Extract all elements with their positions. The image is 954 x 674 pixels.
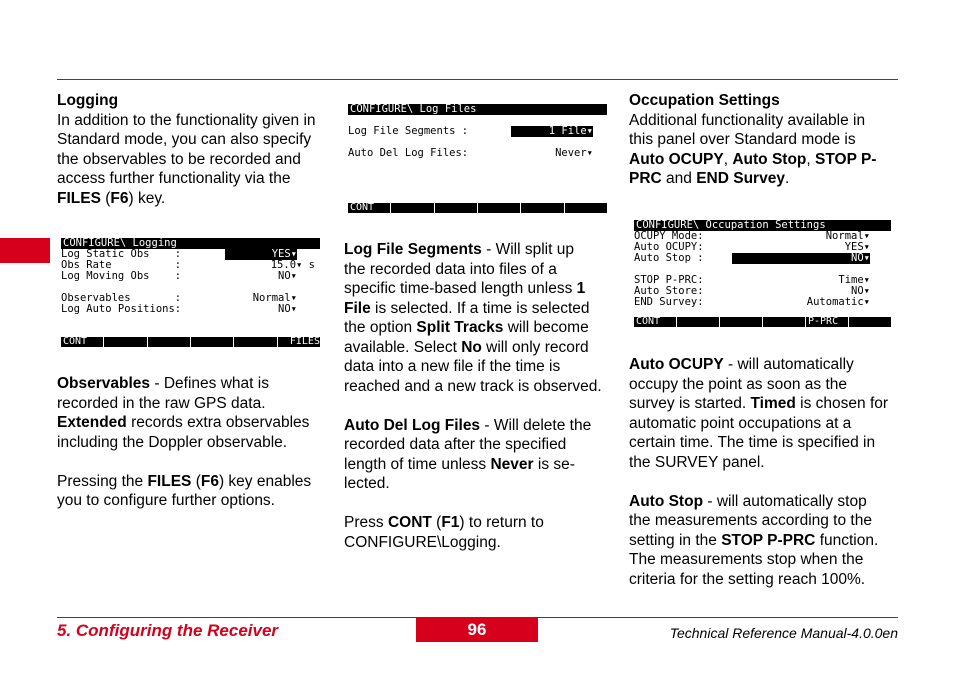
screen-row-label: Log File Segments : xyxy=(348,125,469,137)
f4-key[interactable] xyxy=(478,203,521,213)
intro-line: access further functionality via the xyxy=(57,170,291,187)
ao-line3: survey is started. Timed is chosen for xyxy=(629,395,889,412)
ao-line4: automatic point occupations at a xyxy=(629,414,852,432)
f6-key[interactable] xyxy=(565,203,607,213)
f3-key[interactable] xyxy=(435,203,478,213)
lfs-line4: File is selected. If a time is selected xyxy=(344,299,590,317)
observables-line2: recorded in the raw GPS data. xyxy=(57,394,266,412)
screen-row-value[interactable]: Time▾ xyxy=(838,274,870,286)
f2-key[interactable] xyxy=(677,317,720,327)
screen-row-label: Auto Stop : xyxy=(634,252,704,264)
top-rule xyxy=(57,79,898,80)
f6-key[interactable] xyxy=(849,317,891,327)
page-number: 96 xyxy=(416,618,538,642)
as-line1: Auto Stop - will automatically stop xyxy=(629,492,867,510)
screen-row-value[interactable]: NO▾ xyxy=(278,303,297,315)
ao-line6: the SURVEY panel. xyxy=(629,453,765,471)
right-column xyxy=(629,91,899,189)
screen-row-value[interactable]: Automatic▾ xyxy=(806,296,870,308)
intro-line-keys: FILES (F6) key. xyxy=(57,189,166,207)
lfs-line6: available. Select No will only record xyxy=(344,338,589,356)
files-key[interactable]: FILES xyxy=(289,337,320,347)
screen-row-label: Auto OCUPY: xyxy=(634,241,704,253)
f2-key[interactable] xyxy=(391,203,434,213)
f4-key[interactable] xyxy=(763,317,806,327)
cont-key[interactable]: CONT xyxy=(634,317,677,327)
screen-row-value[interactable]: Never▾ xyxy=(555,147,593,159)
ao-line2: occupy the point as soon as the xyxy=(629,375,848,393)
screen-row-label: Log Moving Obs : xyxy=(61,270,182,282)
screen-row-label: END Survey: xyxy=(634,296,704,308)
f4-key[interactable] xyxy=(191,337,234,347)
screen-row-value[interactable]: NO▾ xyxy=(732,253,870,264)
f3-key[interactable] xyxy=(720,317,763,327)
chapter-title: 5. Configuring the Receiver xyxy=(57,621,279,640)
adl-line1: Auto Del Log Files - Will delete the xyxy=(344,416,592,434)
screen-row-label: Obs Rate : xyxy=(61,259,182,271)
logging-screen xyxy=(61,238,320,350)
screen-row-value[interactable]: NO▾ xyxy=(851,285,870,297)
screen-row-value[interactable]: NO▾ xyxy=(278,270,297,282)
screen-row-label: Auto Store: xyxy=(634,285,704,297)
lfs-line8: reached and a new track is observed. xyxy=(344,377,602,395)
left-column xyxy=(57,91,327,208)
screen-row-value[interactable]: Normal▾ xyxy=(825,230,870,242)
screen-row-value[interactable]: 1 File▾ xyxy=(511,126,593,137)
screen-row-label: Log Auto Positions: xyxy=(61,303,182,315)
lfs-line1: Log File Segments - Will split up xyxy=(344,241,574,258)
manual-title: Technical Reference Manual-4.0.0en xyxy=(669,625,898,641)
as-line4: The measurements stop when the xyxy=(629,551,864,568)
lfs-line3: specific time-based length unless 1 xyxy=(344,280,586,297)
occ-line3: Auto OCUPY, Auto Stop, STOP P- xyxy=(629,150,877,168)
screen-row-label: Log Static Obs : xyxy=(61,248,182,260)
ao-line1: Auto OCUPY - will automatically xyxy=(629,356,854,373)
intro-line: In addition to the functionality given in xyxy=(57,111,316,129)
screen-title: CONFIGURE\ Logging xyxy=(61,238,320,249)
press-line1: Press CONT (F1) to return to xyxy=(344,514,544,531)
lfs-line7: data into a new file if the time is xyxy=(344,358,561,375)
function-key-bar xyxy=(61,337,320,347)
screen-row-value[interactable]: YES▾ xyxy=(225,249,297,260)
adl-line3: length of time unless Never is se- xyxy=(344,455,575,473)
observables-line1: Observables - Defines what is xyxy=(57,375,269,392)
p-prc-key[interactable]: P-PRC xyxy=(806,317,849,327)
function-key-bar xyxy=(348,203,607,213)
chapter-tab xyxy=(0,238,50,263)
screen-title: CONFIGURE\ Log Files xyxy=(348,104,607,115)
intro-line: Standard mode, you can also specify xyxy=(57,131,312,148)
screen-row-label: Observables : xyxy=(61,292,182,304)
screen-row-value[interactable]: Normal▾ xyxy=(252,292,297,304)
function-key-bar xyxy=(634,317,891,327)
logging-heading: Logging xyxy=(57,92,119,109)
f2-key[interactable] xyxy=(104,337,147,347)
cont-key[interactable]: CONT xyxy=(348,203,391,213)
left-column-lower xyxy=(57,374,329,511)
screen-row-label: OCUPY Mode: xyxy=(634,230,704,242)
extended-line2: including the Doppler observable. xyxy=(57,433,288,451)
press-line2: CONFIGURE\Logging. xyxy=(344,533,501,551)
lfs-line2: the recorded data into files of a xyxy=(344,260,557,278)
screen-row-value[interactable]: 15.0▾ s xyxy=(270,259,315,271)
log-files-screen xyxy=(348,104,607,214)
ao-line5: certain time. The time is specified in xyxy=(629,434,876,451)
f5-key[interactable] xyxy=(521,203,564,213)
as-line3: setting in the STOP P-PRC function. xyxy=(629,531,879,549)
right-column-lower xyxy=(629,355,904,589)
extended-line1: Extended records extra observables xyxy=(57,414,310,431)
occupation-screen xyxy=(634,220,891,328)
occ-line4: PRC and END Survey. xyxy=(629,170,790,187)
occupation-heading: Occupation Settings xyxy=(629,92,780,109)
as-line5: criteria for the setting reach 100%. xyxy=(629,570,866,588)
adl-line4: lected. xyxy=(344,475,390,492)
screen-title: CONFIGURE\ Occupation Settings xyxy=(634,220,891,231)
screen-row-label: Auto Del Log Files: xyxy=(348,147,469,159)
as-line2: the measurements according to the xyxy=(629,512,872,529)
occ-line1: Additional functionality available in xyxy=(629,111,866,129)
pressing-line2: you to configure further options. xyxy=(57,492,275,509)
cont-key[interactable]: CONT xyxy=(61,337,104,347)
screen-row-value[interactable]: YES▾ xyxy=(844,241,870,253)
pressing-line1: Pressing the FILES (F6) key enables xyxy=(57,472,312,490)
adl-line2: recorded data after the specified xyxy=(344,436,567,453)
occ-line2: this panel over Standard mode is xyxy=(629,131,856,148)
lfs-line5: the option Split Tracks will become xyxy=(344,319,589,336)
f3-key[interactable] xyxy=(148,337,191,347)
f5-key[interactable] xyxy=(234,337,277,347)
screen-row-label: STOP P-PRC: xyxy=(634,274,704,286)
middle-column xyxy=(344,240,619,552)
intro-line: the observables to be recorded and xyxy=(57,150,301,168)
